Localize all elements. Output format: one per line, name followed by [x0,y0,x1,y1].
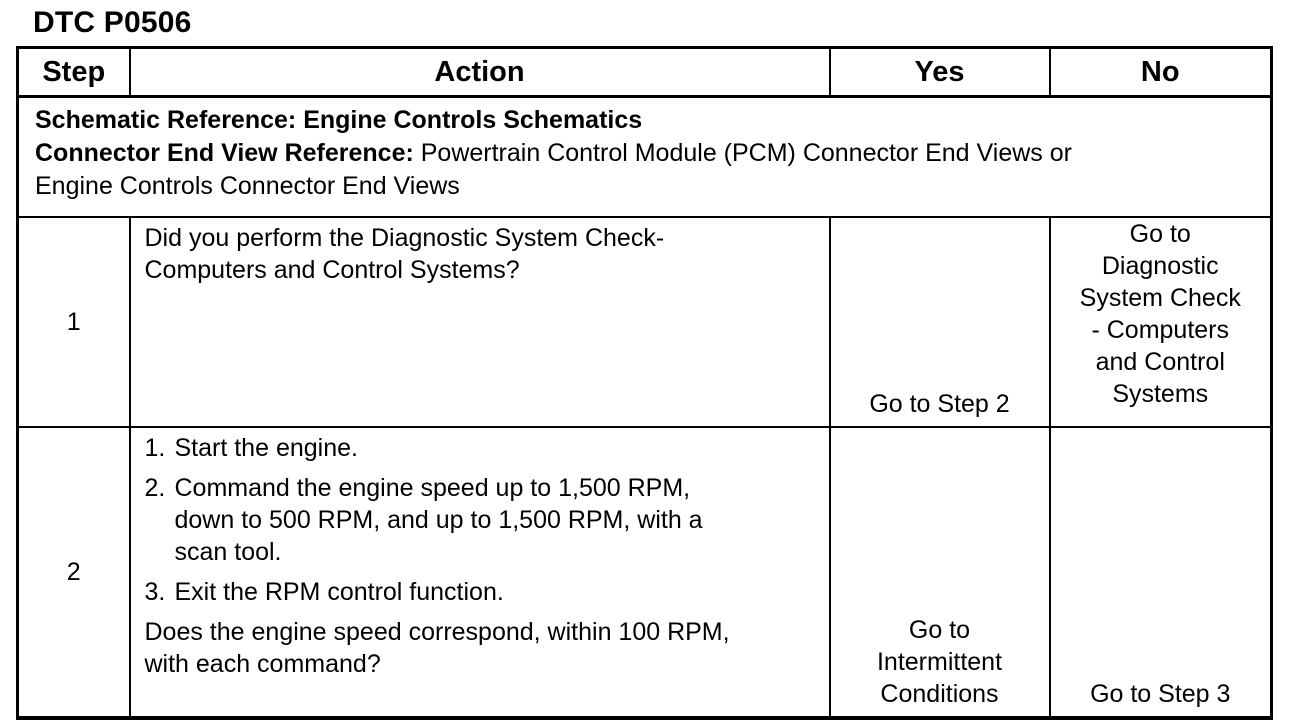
yes-text-line: Intermittent [876,648,1003,676]
no-text-line: Systems [1112,380,1209,408]
no-text-line: Go to [1129,220,1191,248]
question-text-continued: with each command? [144,650,381,678]
table-row [18,427,1272,718]
connector-reference-continued: Engine Controls Connector End Views [35,172,460,200]
schematic-reference-value: Engine Controls Schematics [303,106,643,134]
list-number: 2. [144,474,166,502]
action-list-item [145,576,817,608]
no-cell [1050,427,1272,718]
header-no: No [1050,48,1272,97]
table-row [18,217,1272,427]
header-step: Step [18,48,130,97]
yes-goto-link[interactable]: Go to Step 2 [869,390,1010,418]
connector-reference-label: Connector End View Reference: [35,139,414,167]
yes-text-line: Conditions [880,680,999,708]
list-text: Exit the RPM control function. [174,578,504,606]
action-list-item [145,472,817,568]
action-cell [130,427,830,718]
no-goto-link[interactable]: Go to Step 3 [1090,680,1231,708]
action-question [145,616,817,680]
no-goto-link[interactable] [1057,218,1265,410]
reference-row [18,97,1272,218]
document-title: DTC P0506 [33,6,192,39]
question-text: Does the engine speed correspond, within 100 RPM, [144,618,730,646]
no-cell [1050,217,1272,427]
action-list-item [145,432,817,464]
list-text: Command the engine speed up to 1,500 RPM, down to 500 RPM, and up to 1,500 RPM, with a scan tool. [174,474,703,566]
action-text: Did you perform the Diagnostic System Check- [144,224,665,252]
yes-goto-link[interactable] [837,614,1043,710]
list-text: Start the engine. [174,434,358,462]
header-action: Action [130,48,830,97]
list-number: 1. [144,434,166,462]
yes-cell [830,427,1050,718]
diagnostic-table [16,46,1273,720]
yes-text-line: Go to [908,616,971,644]
schematic-reference-label: Schematic Reference: [35,106,297,134]
connector-reference-value: Powertrain Control Module (PCM) Connector End Views or [420,139,1072,167]
action-cell [130,217,830,427]
step-number: 1 [18,217,130,427]
header-yes: Yes [830,48,1050,97]
yes-cell [830,217,1050,427]
connector-reference [35,137,1254,170]
table-header-row [18,48,1272,97]
no-text-line: and Control [1095,348,1225,376]
reference-cell [18,97,1272,218]
action-text-continued: Computers and Control Systems? [144,256,520,284]
step-number: 2 [18,427,130,718]
list-number: 3. [144,578,166,606]
schematic-reference [35,104,1254,137]
no-text-line: Diagnostic [1101,252,1219,280]
no-text-line: System Check [1079,284,1241,312]
no-text-line: - Computers [1091,316,1230,344]
